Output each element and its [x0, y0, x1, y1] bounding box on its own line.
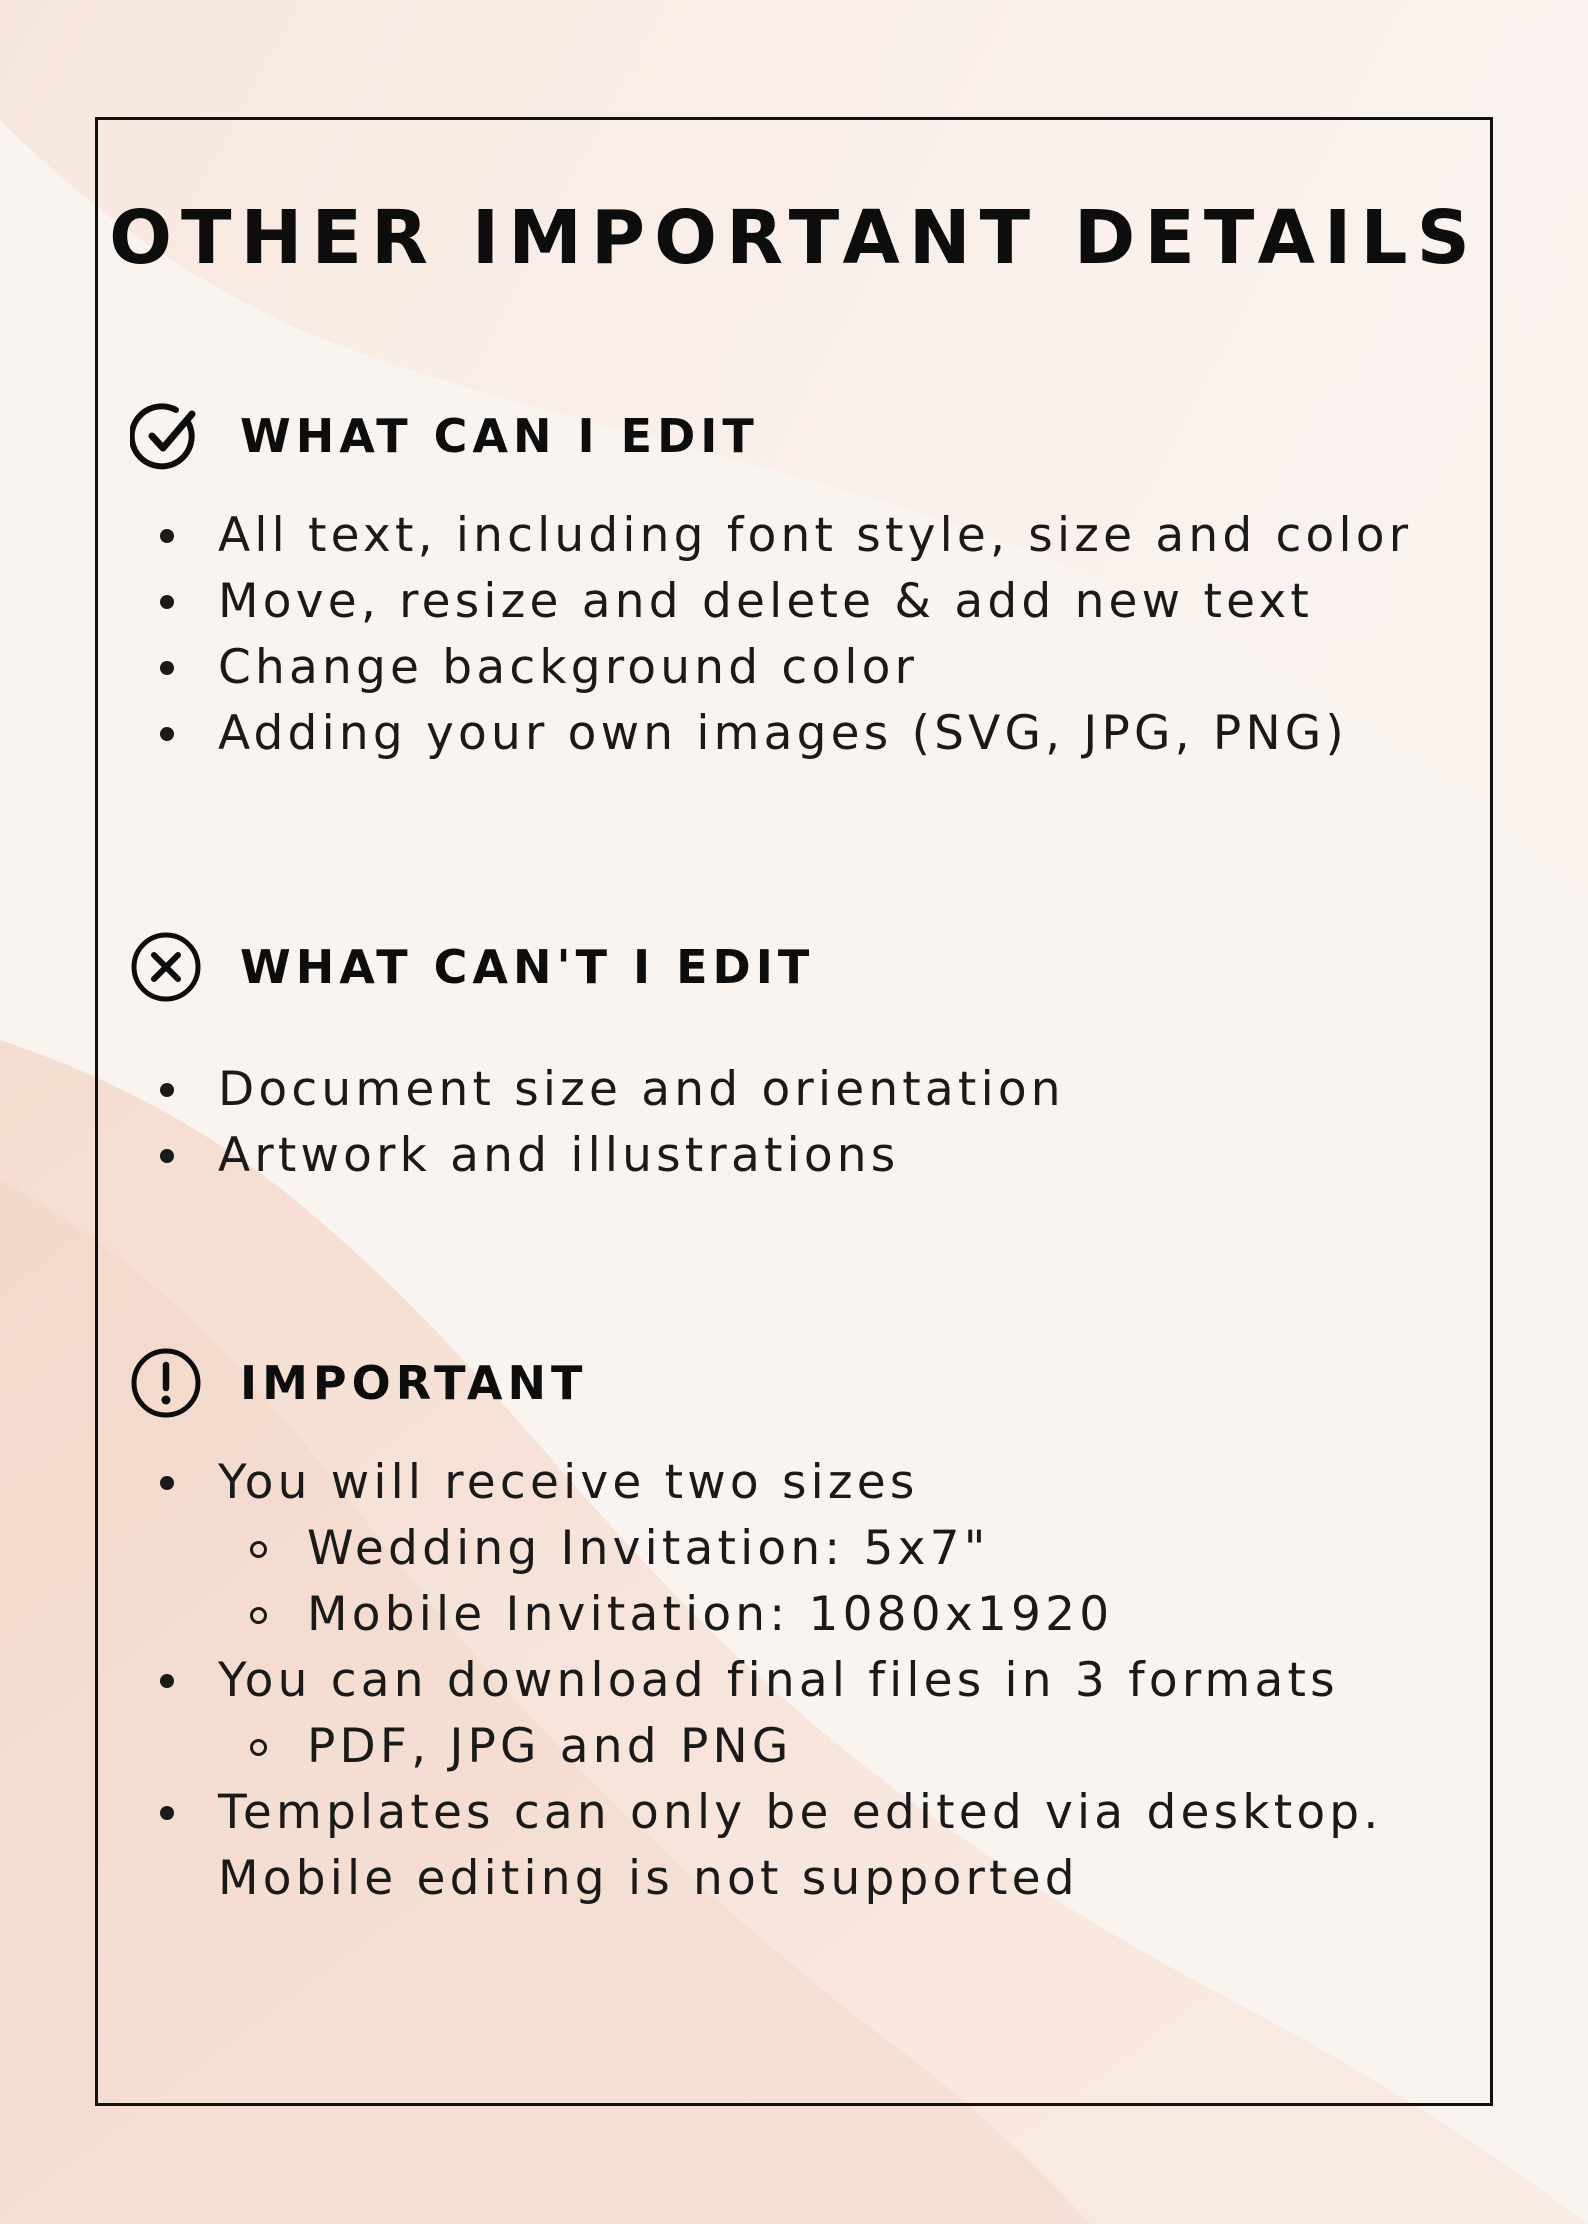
sub-bullet: [250, 1607, 267, 1624]
section-title: WHAT CAN'T I EDIT: [240, 940, 815, 994]
sub-bullet: [250, 1541, 267, 1558]
list-item-text: Move, resize and delete & add new text: [218, 574, 1314, 629]
list-item-text: You will receive two sizes: [218, 1455, 919, 1510]
list-item-continuation: [150, 1846, 1382, 1912]
list-item-text: Change background color: [218, 640, 919, 695]
list-item: [150, 701, 1412, 767]
section-heading-cannot-edit: [130, 931, 814, 1003]
bullet: [160, 727, 174, 741]
bullet: [160, 1476, 174, 1490]
list-item-text: PDF, JPG and PNG: [307, 1719, 793, 1774]
x-circle-icon: [130, 931, 202, 1003]
bullet: [160, 1806, 174, 1820]
bullet: [160, 1083, 174, 1097]
section-heading-important: [130, 1347, 587, 1419]
list-item-text: Mobile Invitation: 1080x1920: [307, 1587, 1114, 1642]
bullet: [160, 1674, 174, 1688]
list-item: [150, 503, 1412, 569]
list-item-text: Mobile editing is not supported: [218, 1851, 1079, 1906]
list-item: [150, 1123, 1065, 1189]
exclamation-circle-icon: [130, 1347, 202, 1419]
cannot-edit-list: [150, 1057, 1065, 1189]
section-title: IMPORTANT: [240, 1356, 588, 1410]
sub-list-item: [150, 1714, 1382, 1780]
list-item: [150, 1648, 1382, 1714]
list-item-text: Templates can only be edited via desktop.: [218, 1785, 1383, 1840]
check-circle-icon: [130, 400, 202, 472]
list-item: [150, 1450, 1382, 1516]
can-edit-list: [150, 503, 1412, 767]
list-item-text: Document size and orientation: [218, 1062, 1065, 1117]
list-item-text: Adding your own images (SVG, JPG, PNG): [218, 706, 1348, 761]
list-item: [150, 635, 1412, 701]
sub-list-item: [150, 1516, 1382, 1582]
list-item: [150, 569, 1412, 635]
section-title: WHAT CAN I EDIT: [240, 409, 759, 463]
bullet: [160, 661, 174, 675]
list-item-text: Artwork and illustrations: [218, 1128, 900, 1183]
sub-list-item: [150, 1582, 1382, 1648]
sub-bullet: [250, 1739, 267, 1756]
bullet: [160, 595, 174, 609]
bullet: [160, 529, 174, 543]
list-item: [150, 1057, 1065, 1123]
list-item: [150, 1780, 1382, 1846]
page-title: OTHER IMPORTANT DETAILS: [109, 195, 1479, 281]
bullet: [160, 1149, 174, 1163]
list-item-text: All text, including font style, size and color: [218, 508, 1413, 563]
section-heading-can-edit: [130, 400, 759, 472]
list-item-text: Wedding Invitation: 5x7": [307, 1521, 990, 1576]
list-item-text: You can download final files in 3 formats: [218, 1653, 1339, 1708]
important-list: [150, 1450, 1382, 1912]
